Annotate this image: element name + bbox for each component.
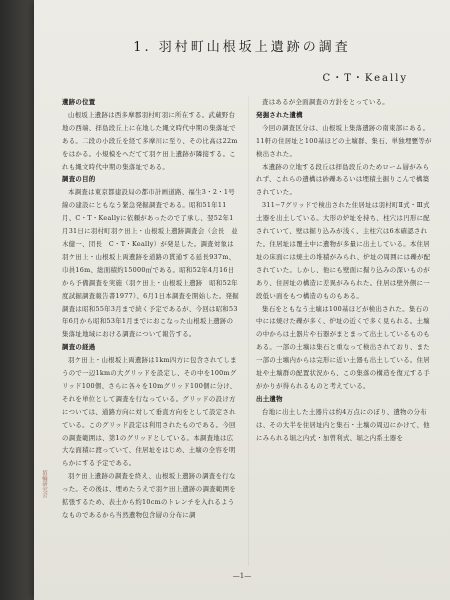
- section-heading: 調査の経過: [62, 343, 96, 352]
- column-gutter: [248, 96, 249, 566]
- author-name: C・T・Keally: [322, 73, 408, 84]
- section-heading: 発掘された遺構: [256, 110, 303, 119]
- page-title: 1. 羽村町山根坂上遺跡の調査: [133, 40, 351, 55]
- right-column: [256, 96, 434, 444]
- body-paragraph: 羽ケ田上・山根坂上両遺跡は1km四方に包含されてしまうので一辺1kmの大グリッドを設定し、その中を100mグリッド100個、さらに各々を10mグリッド100個に分け、それを単位として調査を行なっている。グリッドの設け方については、通路方向に対して垂直方向をとして設定されている。このグリッド設定は利用されたものである。今回の調査範囲は、第1のグリッドとしている。本調査地は広大な面積に渡っていて、住居址をはじめ、土壙の全容を明らかにする予定である。: [62, 356, 237, 468]
- body-paragraph: 本遺跡の立地する段丘は拝島段丘のためローム層がみられず、これらの遺構は砂礫あるいは埋積土掘りこんで構築されていた。: [256, 162, 430, 197]
- body-paragraph: 羽ケ田上遺跡の調査を終え、山根坂上遺跡の調査を行なった。その後は、埋めたうえで羽ケ田上遺跡の調査範囲を拡張するため、表土から約10cmのトレンチを入れるようなものであるから当然遺物包含層の分布に調: [62, 472, 236, 519]
- document-page: [34, 0, 450, 600]
- body-paragraph: 集石をともなう土壙は100基ほどが検出された。集石の中には焼けた礫が多く、炉址の近くで多く見られる。土壙の中からは土器片や石器がまとまって出土しているものもある。一部の土壙は集石と重なって検出されており、また一部の土壙内からは完形に近い土器も出土している。住居址や土壙群の配置状況から、この集落の構造を復元する手がかりが得られるものと考えている。: [256, 304, 430, 390]
- body-paragraph: 台地に出土した土器片は約4万点にのぼり、遺物の分布は、その大半を住居址内と集石・土壙の周辺にかけて、他にみられる堀之内式・加曽利式、堀之内系土器を: [256, 407, 430, 442]
- margin-stamp: 埴輪研究会: [41, 470, 47, 498]
- body-paragraph: 査はあるが全面調査の方針をとっている。: [262, 98, 389, 106]
- page-number: —1—: [232, 572, 252, 580]
- body-paragraph: 311−7グリッドで検出された住居址は羽村町Ⅱ式・Ⅲ式土器を出土している。大形の炉址を持ち、柱穴は円形に配されていて、壁は掘り込みが浅く、主柱穴は6本確認された。住居址は覆土中に遺物が多量に出土している。本住居址の床面には焼土の堆積がみられ、炉址の周囲には礫が配されていた。しかし、他にも壁面に掘り込みの深いものがあり、住居址の構造に差異がみられた。住居は壁外側に一段低い面をもつ構造のものもある。: [256, 201, 431, 300]
- section-heading: 遺跡の位置: [62, 98, 96, 106]
- section-heading: 調査の目的: [62, 175, 96, 184]
- body-paragraph: 山根坂上遺跡は西多摩郡羽村町羽に所在する。武蔵野台地の西端、拝島段丘上に在地した縄文時代中期の集落址である。二段の小段丘を経て多摩川に至り、その比高は22mをはかる。小規模をへだてて羽ケ田上遺跡が隣接する。これも縄文時代中期の集落址である。: [62, 110, 238, 171]
- body-paragraph: 本調査は東京都建設局の都市計画道路、福生3・2・1号線の建設にともなう緊急発掘調査である。昭和51年11月、C・T・Keallyに依頼があったので了承し、翌52年1月31日に羽村町羽ケ田上・山根坂上遺跡調査会（会長 並木健一、団長 C・T・Keally）が発足した。調査対象は羽ケ田上・山根坂上両遺跡を道路の貫通する延長937m、巾員16m、総面積約15000㎡である。昭和52年4月16日から予備調査を実施（羽ケ田上・山根坂上遺跡 昭和52年度試掘調査報告書1977）、6月1日本調査を開始した。発掘調査は昭和55年3月まで続く予定であるが、今回は昭和53年6月から昭和53年1月までにおこなった山根坂上遺跡の集落址地域における調査について報告する。: [62, 188, 239, 339]
- binding-shadow: [0, 0, 38, 600]
- body-paragraph: 今回の調査区分は、山根坂上集落遺跡の南東部にある。11軒の住居址と100基ほどの土壙群、集石、単独埋甕等が検出された。: [256, 123, 432, 158]
- left-column: [62, 96, 240, 522]
- section-heading: 出土遺物: [256, 394, 283, 403]
